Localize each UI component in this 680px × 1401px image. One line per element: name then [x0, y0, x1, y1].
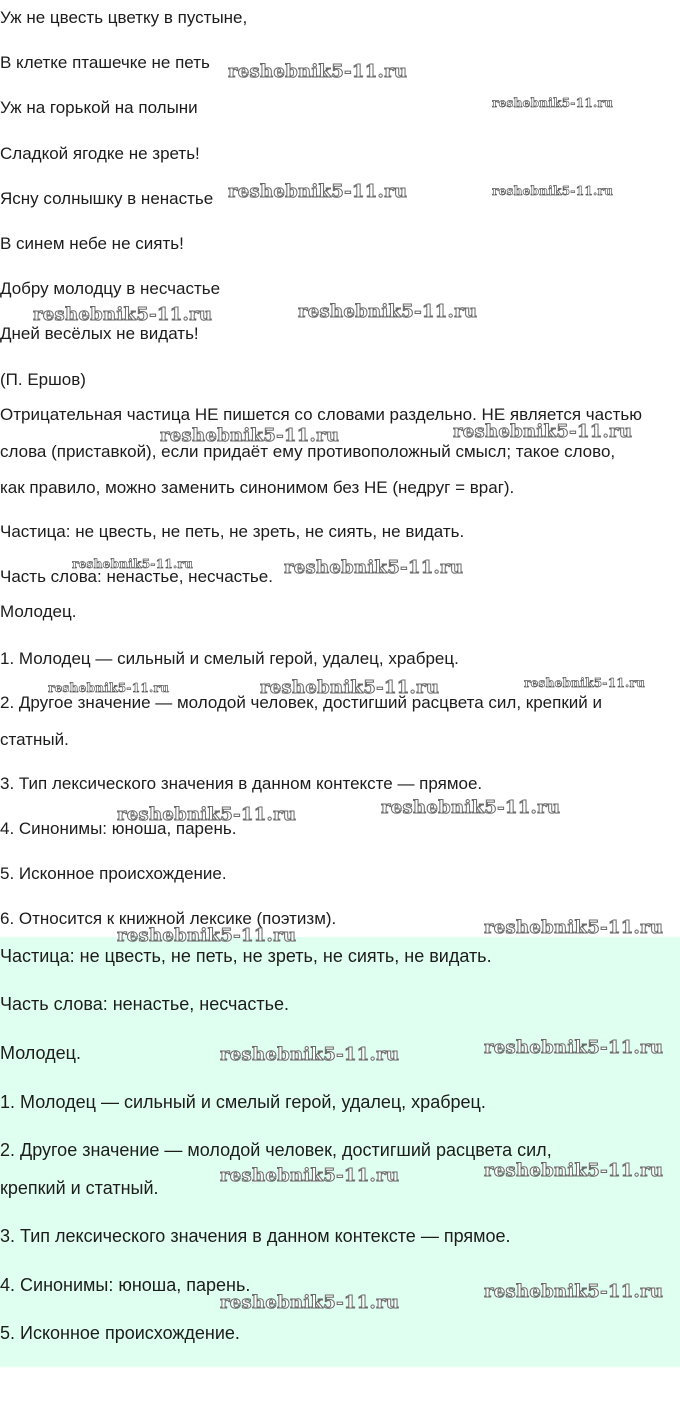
watermark: reshebnik5-11.ru	[524, 676, 646, 690]
rule-text: Отрицательная частица НЕ пишется со словами раздельно. НЕ является частью	[0, 405, 642, 424]
analysis-item: статный.	[0, 730, 69, 749]
poem-author: (П. Ершов)	[0, 370, 86, 389]
poem-line: В клетке пташечке не петь	[0, 53, 210, 72]
analysis-item: 3. Тип лексического значения в данном контексте — прямое.	[0, 774, 483, 793]
watermark: reshebnik5-11.ru	[160, 425, 340, 446]
rule-text: слова (приставкой), если придаёт ему противоположный смысл; такое слово,	[0, 442, 616, 461]
watermark: reshebnik5-11.ru	[220, 1292, 400, 1313]
watermark: reshebnik5-11.ru	[117, 925, 297, 946]
watermark: reshebnik5-11.ru	[453, 421, 633, 442]
poem-line: Сладкой ягодке не зреть!	[0, 144, 200, 163]
analysis-item: 6. Относится к книжной лексике (поэтизм).	[0, 909, 337, 928]
answer-line: 2. Другое значение — молодой человек, достигший расцвета сил,	[0, 1140, 552, 1160]
analysis-item: 4. Синонимы: юноша, парень.	[0, 819, 237, 838]
answer-line: 3. Тип лексического значения в данном контексте — прямое.	[0, 1226, 511, 1246]
analysis-item: 1. Молодец — сильный и смелый герой, удалец, храбрец.	[0, 649, 459, 668]
watermark: reshebnik5-11.ru	[260, 677, 440, 698]
answer-line: 4. Синонимы: юноша, парень.	[0, 1275, 251, 1295]
answer-line: крепкий и статный.	[0, 1178, 159, 1198]
watermark: reshebnik5-11.ru	[484, 1281, 664, 1302]
watermark: reshebnik5-11.ru	[492, 96, 614, 110]
watermark: reshebnik5-11.ru	[484, 1037, 664, 1058]
word-heading: Молодец.	[0, 602, 77, 621]
watermark: reshebnik5-11.ru	[220, 1044, 400, 1065]
watermark: reshebnik5-11.ru	[228, 181, 408, 202]
analysis-item: 2. Другое значение — молодой человек, достигший расцвета сил, крепкий и	[0, 693, 602, 712]
watermark: reshebnik5-11.ru	[284, 557, 464, 578]
watermark: reshebnik5-11.ru	[484, 1160, 664, 1181]
watermark: reshebnik5-11.ru	[492, 184, 614, 198]
watermark: reshebnik5-11.ru	[298, 301, 478, 322]
watermark: reshebnik5-11.ru	[48, 681, 170, 695]
poem-line: Уж не цвесть цветку в пустыне,	[0, 8, 248, 27]
poem-line: В синем небе не сиять!	[0, 234, 184, 253]
answer-line: Часть слова: ненастье, несчастье.	[0, 994, 290, 1014]
watermark: reshebnik5-11.ru	[72, 557, 194, 571]
particle-line: Частица: не цвесть, не петь, не зреть, не сиять, не видать.	[0, 522, 465, 541]
rule-text: как правило, можно заменить синонимом без НЕ (недруг = враг).	[0, 478, 515, 497]
watermark: reshebnik5-11.ru	[33, 304, 213, 325]
answer-line: 1. Молодец — сильный и смелый герой, удалец, храбрец.	[0, 1092, 486, 1112]
watermark: reshebnik5-11.ru	[220, 1165, 400, 1186]
answer-line: 5. Исконное происхождение.	[0, 1323, 240, 1343]
watermark: reshebnik5-11.ru	[228, 61, 408, 82]
watermark: reshebnik5-11.ru	[484, 917, 664, 938]
analysis-item: 5. Исконное происхождение.	[0, 864, 227, 883]
poem-line: Дней весёлых не видать!	[0, 324, 199, 343]
answer-line: Молодец.	[0, 1043, 81, 1063]
wordpart-line: Часть слова: ненастье, несчастье.	[0, 567, 273, 586]
poem-line: Добру молодцу в несчастье	[0, 279, 221, 298]
answer-line: Частица: не цвесть, не петь, не зреть, не сиять, не видать.	[0, 946, 492, 966]
poem-line: Ясну солнышку в ненастье	[0, 189, 214, 208]
watermark: reshebnik5-11.ru	[381, 797, 561, 818]
watermark: reshebnik5-11.ru	[117, 804, 297, 825]
poem-line: Уж на горькой на полыни	[0, 98, 198, 117]
